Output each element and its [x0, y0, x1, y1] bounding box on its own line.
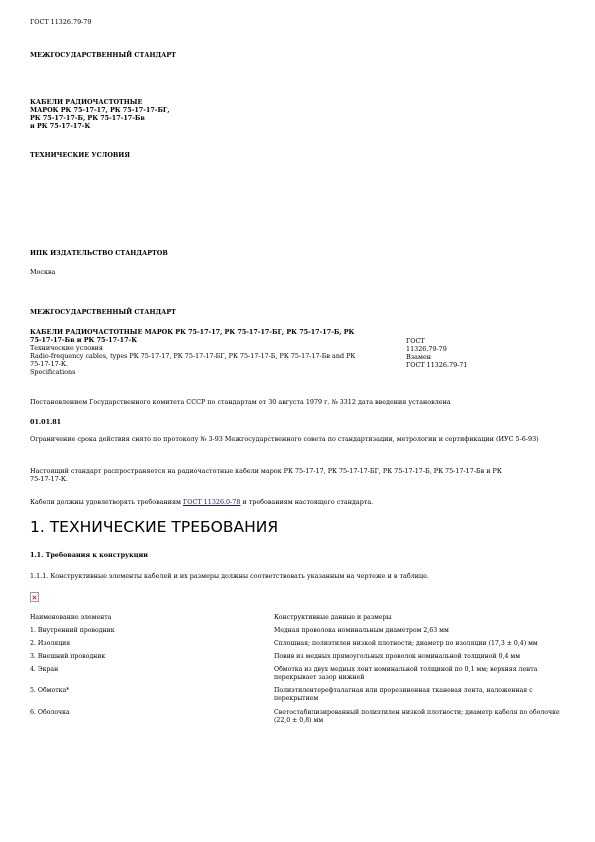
requirements-text: [30, 498, 373, 506]
title-line: и РК 75-17-17-К: [30, 122, 91, 130]
table-cell: Повив из медных прямоугольных проволок номинальной толщиной 0,4 мм: [274, 653, 521, 661]
standard-header: МЕЖГОСУДАРСТВЕННЫЙ СТАНДАРТ: [30, 51, 176, 59]
gost-reference-link[interactable]: ГОСТ 11326.0-78: [183, 498, 241, 506]
title-block-right: [406, 337, 467, 369]
replaced-standard: ГОСТ 11326.79-71: [406, 361, 468, 369]
table-cell: 1. Внутренний проводник: [30, 627, 115, 635]
table-cell: Медная проволока номинальным диаметром 2,63 мм: [274, 627, 449, 635]
subsection-heading: 1.1. Требования к конструкции: [30, 551, 148, 559]
table-row: [30, 653, 566, 666]
table-cell: 5. Обмотка*: [30, 687, 70, 695]
table-row: [30, 627, 566, 640]
document-code: ГОСТ 11326.79-79: [30, 18, 92, 26]
decree-text: Постановлением Государственного комитета СССР по стандартам от 30 августа 1979 г. № 3312 дата введения установлена: [30, 398, 451, 406]
table-header-row: [30, 614, 566, 627]
table-cell: Сплошная; полиэтилен низкой плотности; диаметр по изоляции (17,3 ± 0,4) мм: [274, 640, 538, 648]
block-technical: Технические условия: [30, 344, 103, 352]
table-header-cell: Наименование элемента: [30, 614, 112, 621]
title-block: [30, 328, 410, 376]
document-subtitle: ТЕХНИЧЕСКИЕ УСЛОВИЯ: [30, 151, 130, 159]
title-line: МАРОК РК 75-17-17, РК 75-17-17-БГ,: [30, 106, 170, 114]
city: Москва: [30, 268, 56, 276]
table-cell: 4. Экран: [30, 666, 59, 674]
table-row: [30, 640, 566, 653]
title-line: РК 75-17-17-Б, РК 75-17-17-Бв: [30, 114, 145, 122]
document-title: [30, 98, 170, 130]
table-cell: 6. Оболочка: [30, 708, 70, 716]
block-title-line: 75-17-17-Бв и РК 75-17-17-К: [30, 336, 138, 344]
instead-label: Взамен: [406, 353, 432, 361]
table-header-cell: Конструктивные данные и размеры: [274, 614, 392, 621]
block-english-title: 75-17-17-К.: [30, 360, 68, 368]
block-english-title: Radio-frequency cables, types РК 75-17-17, РК 75-17-17-БГ, РК 75-17-17-Б, РК 75-17-17-Бв and РК: [30, 352, 356, 360]
standard-header-2: МЕЖГОСУДАРСТВЕННЫЙ СТАНДАРТ: [30, 308, 176, 316]
block-title-line: КАБЕЛИ РАДИОЧАСТОТНЫЕ МАРОК РК 75-17-17, РК 75-17-17-БГ, РК 75-17-17-Б, РК: [30, 328, 355, 336]
scope-text: [30, 467, 570, 483]
requirements-before: Кабели должны удовлетворять требованиям: [30, 498, 184, 506]
table-cell: 3. Внешний проводник: [30, 653, 106, 661]
title-line: КАБЕЛИ РАДИОЧАСТОТНЫЕ: [30, 98, 143, 106]
publisher: ИПК ИЗДАТЕЛЬСТВО СТАНДАРТОВ: [30, 249, 168, 257]
paragraph-1-1-1: 1.1.1. Конструктивные элементы кабелей и их размеры должны соответствовать указанным на чертеже и в таблице.: [30, 572, 429, 580]
section-heading: 1. ТЕХНИЧЕСКИЕ ТРЕБОВАНИЯ: [30, 518, 279, 536]
requirements-after: и требованиям настоящего стандарта.: [240, 498, 374, 506]
effective-date: 01.01.81: [30, 418, 62, 426]
gost-label: ГОСТ: [406, 337, 425, 345]
table-cell: Полиэтилентерефталатная или прорезиненная тканевая лента, наложенная с перекрытием: [274, 687, 533, 703]
block-specifications: Specifications: [30, 368, 76, 376]
scope-line: 75-17-17-К.: [30, 475, 68, 483]
restriction-text: Ограничение срока действия снято по протоколу № 3-93 Межгосударственного совета по стандартизации, метрологии и сертификации (ИУС 5-6-93): [30, 435, 539, 443]
table-cell: Обмотка из двух медных лент номинальной толщиной по 0,1 мм; верхняя лента перекрывает зазор нижней: [274, 666, 538, 682]
gost-number: 11326.79-79: [406, 345, 447, 353]
table-row: [30, 687, 566, 708]
scope-line: Настоящий стандарт распространяется на радиочастотные кабели марок РК 75-17-17, РК 75-17-17-БГ, РК 75-17-17-Б, РК 75-17-17-Бв и РК: [30, 467, 502, 475]
table-cell: 2. Изоляция: [30, 640, 71, 648]
construction-table: [30, 614, 566, 730]
table-cell: Светостабилизированный полиэтилен низкой плотности; диаметр кабеля по оболочке (22,0 ± 0,8) мм: [274, 708, 560, 724]
broken-image-icon: [30, 592, 39, 602]
table-row: [30, 709, 566, 730]
table-row: [30, 666, 566, 687]
